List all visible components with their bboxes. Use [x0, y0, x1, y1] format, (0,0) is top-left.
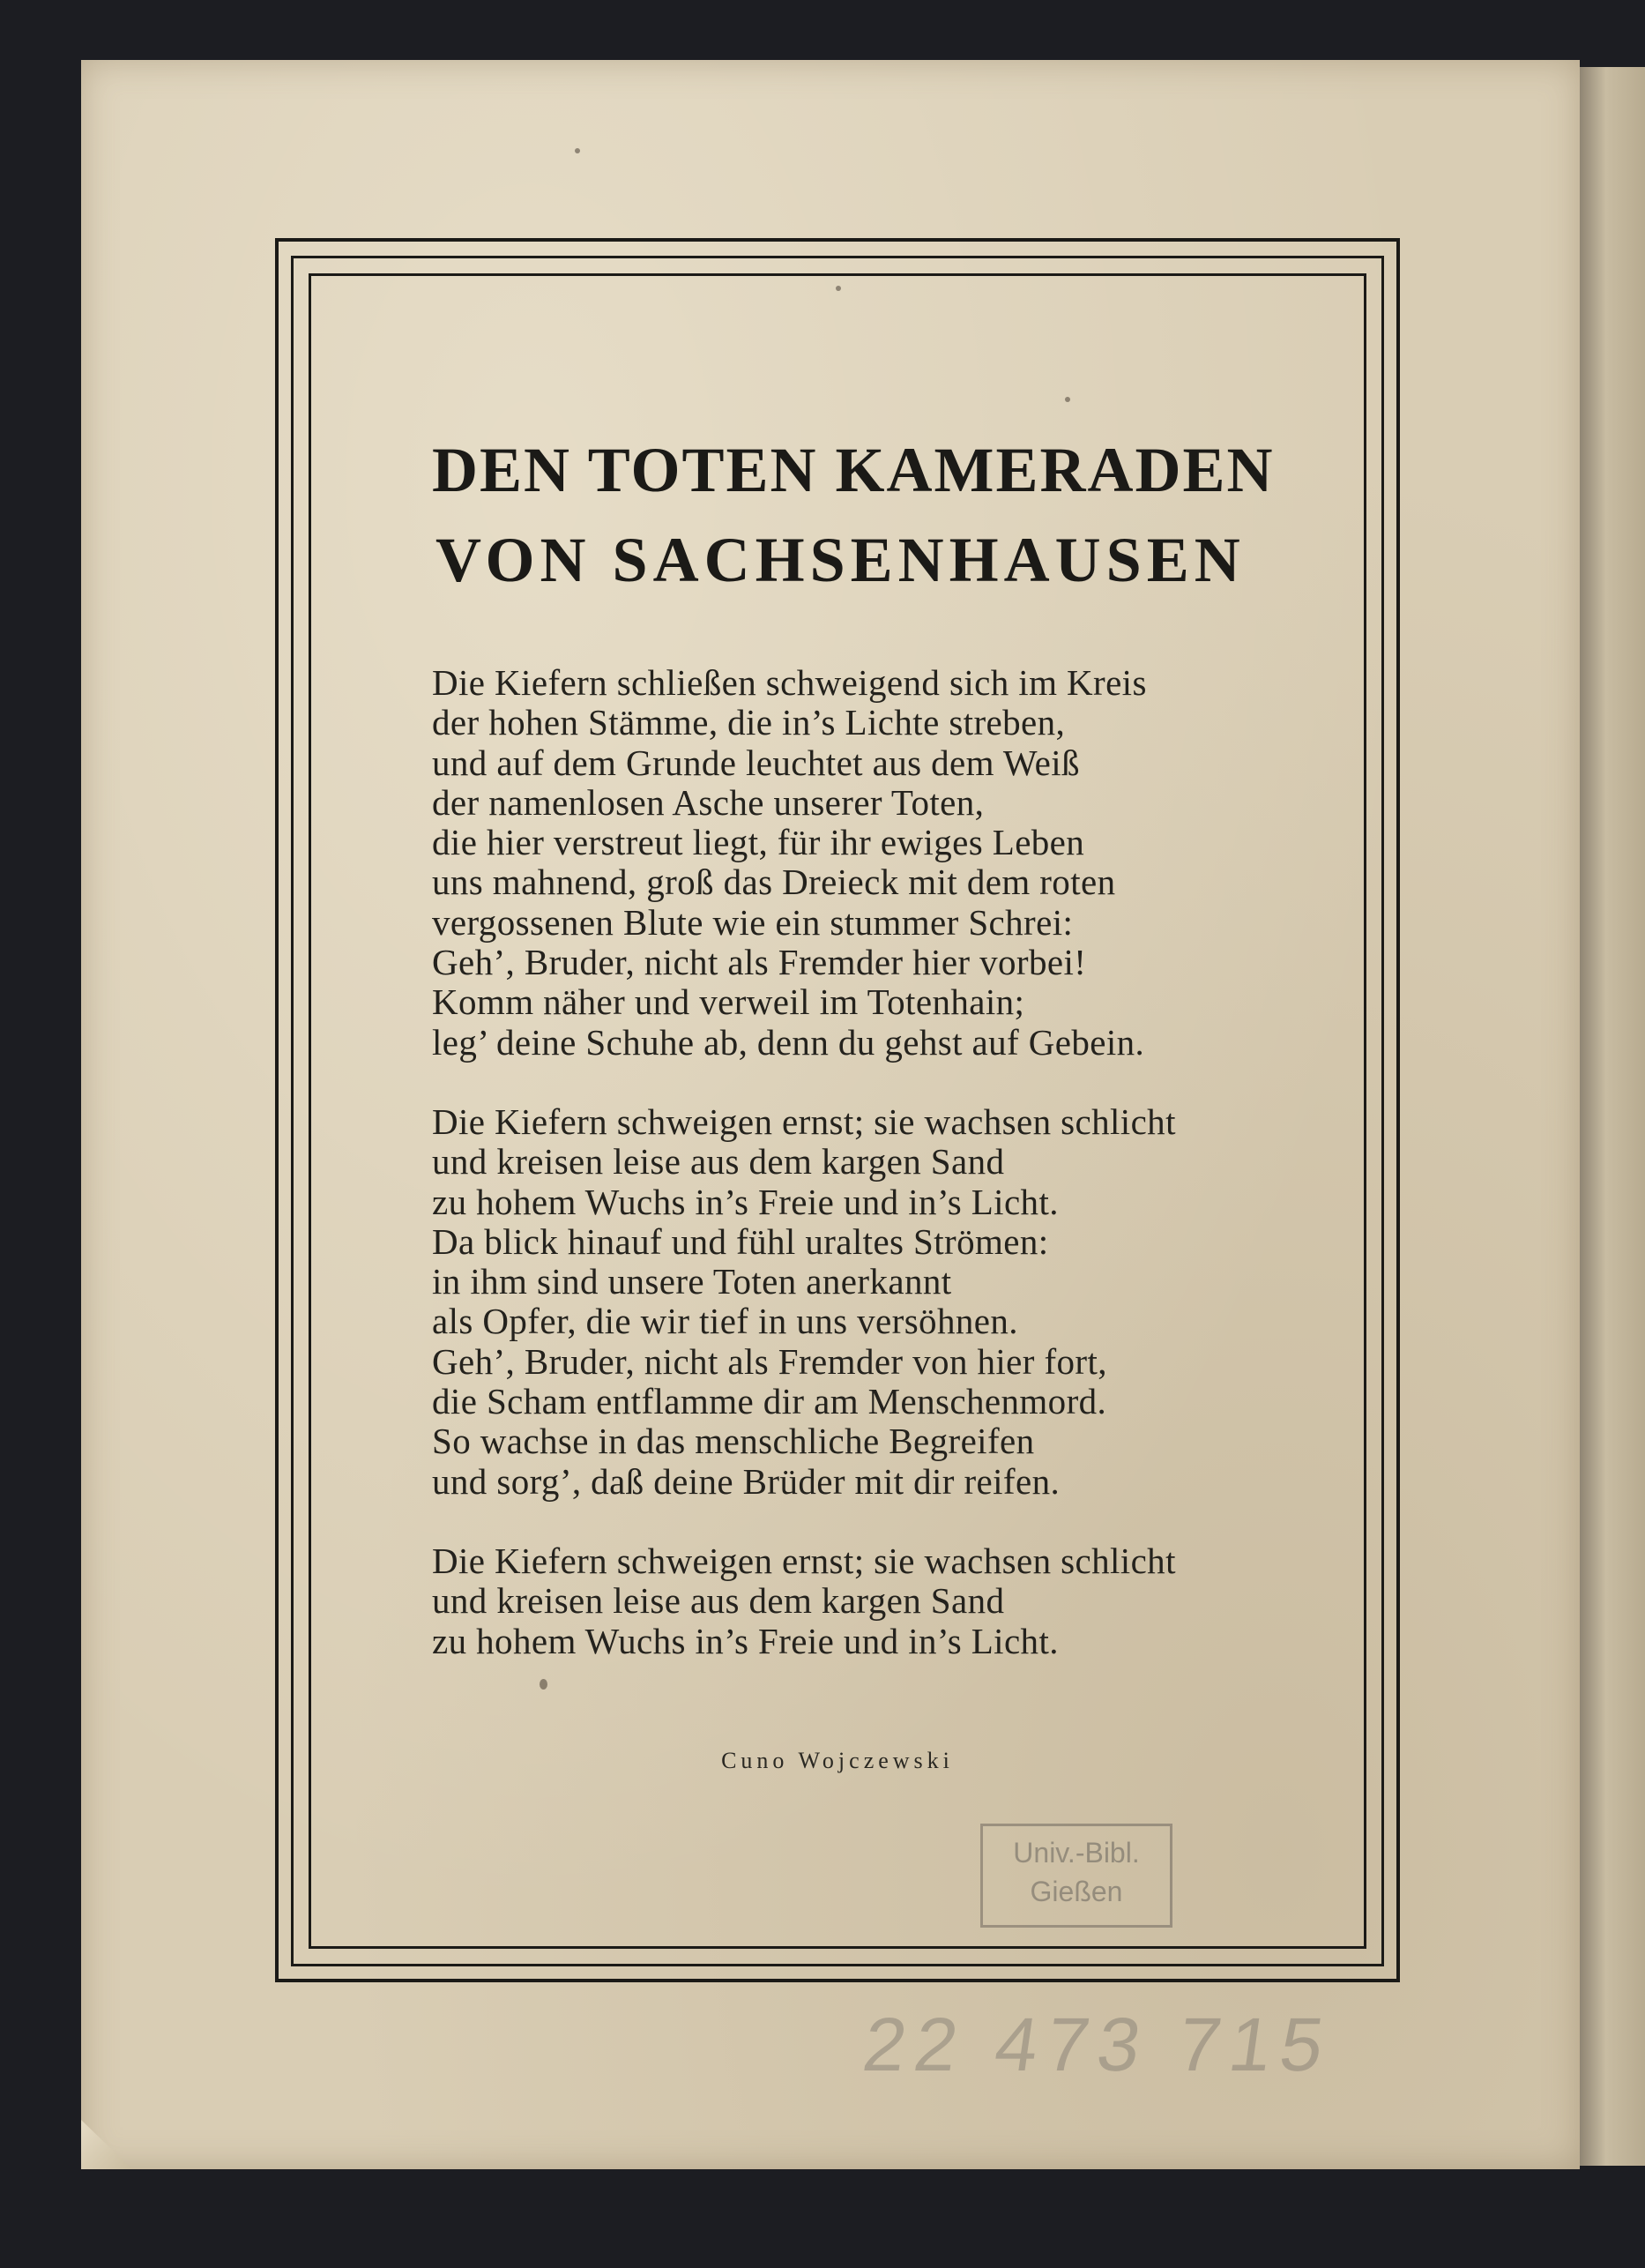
poem-line: So wachse in das menschliche Begreifen [432, 1421, 1035, 1462]
poem-line: und sorg’, daß deine Brüder mit dir reifen. [432, 1460, 1061, 1502]
poem-line: der hohen Stämme, die in’s Lichte streben, [432, 702, 1066, 743]
poem-line: zu hohem Wuchs in’s Freie und in’s Licht. [432, 1620, 1059, 1661]
poem-stanza-3 [432, 1541, 1331, 1661]
poem-line: und kreisen leise aus dem kargen Sand [432, 1141, 1005, 1182]
poem-line: der namenlosen Asche unserer Toten, [432, 781, 985, 823]
poem-line: Geh’, Bruder, nicht als Fremder von hier fort, [432, 1340, 1107, 1382]
poem-line: in ihm sind unsere Toten anerkannt [432, 1261, 952, 1302]
poem-line: uns mahnend, groß das Dreieck mit dem roten [432, 862, 1116, 903]
poem-title-line-2: VON SACHSENHAUSEN [435, 525, 1246, 595]
poem-author: Cuno Wojczewski [721, 1748, 954, 1773]
poem-line: Da blick hinauf und fühl uraltes Strömen: [432, 1220, 1049, 1262]
poem-line: Die Kiefern schweigen ernst; sie wachsen schlicht [432, 1540, 1176, 1581]
poem-title-line-1: DEN TOTEN KAMERADEN [432, 435, 1275, 505]
handwritten-shelfmark: 22 473 715 [858, 2003, 1338, 2087]
poem-line: und kreisen leise aus dem kargen Sand [432, 1580, 1005, 1622]
poem-line: Die Kiefern schließen schweigend sich im Kreis [432, 662, 1147, 703]
poem-line: die hier verstreut liegt, für ihr ewiges Leben [432, 822, 1085, 863]
poem-stanza-2 [432, 1102, 1331, 1502]
poem-line: und auf dem Grunde leuchtet aus dem Weiß [432, 742, 1080, 783]
poem-line: Komm näher und verweil im Totenhain; [432, 981, 1025, 1023]
poem-line: vergossenen Blute wie ein stummer Schrei: [432, 901, 1074, 943]
poem-line: Die Kiefern schweigen ernst; sie wachsen schlicht [432, 1100, 1176, 1142]
paper-speck [575, 148, 580, 153]
poem-line: als Opfer, die wir tief in uns versöhnen. [432, 1301, 1018, 1342]
poem-line: die Scham entflamme dir am Menschenmord. [432, 1381, 1107, 1422]
poem-line: zu hohem Wuchs in’s Freie und in’s Licht. [432, 1181, 1059, 1222]
stamp-line-1: Univ.-Bibl. [1013, 1837, 1140, 1869]
adjacent-page-edge [1580, 67, 1645, 2166]
poem-body [432, 663, 1331, 1701]
library-stamp [980, 1824, 1172, 1928]
poem-line: leg’ deine Schuhe ab, denn du gehst auf Gebein. [432, 1021, 1145, 1063]
poem-stanza-1 [432, 663, 1331, 1063]
poem-line: Geh’, Bruder, nicht als Fremder hier vorbei! [432, 942, 1087, 983]
stamp-line-2: Gießen [1030, 1876, 1123, 1907]
